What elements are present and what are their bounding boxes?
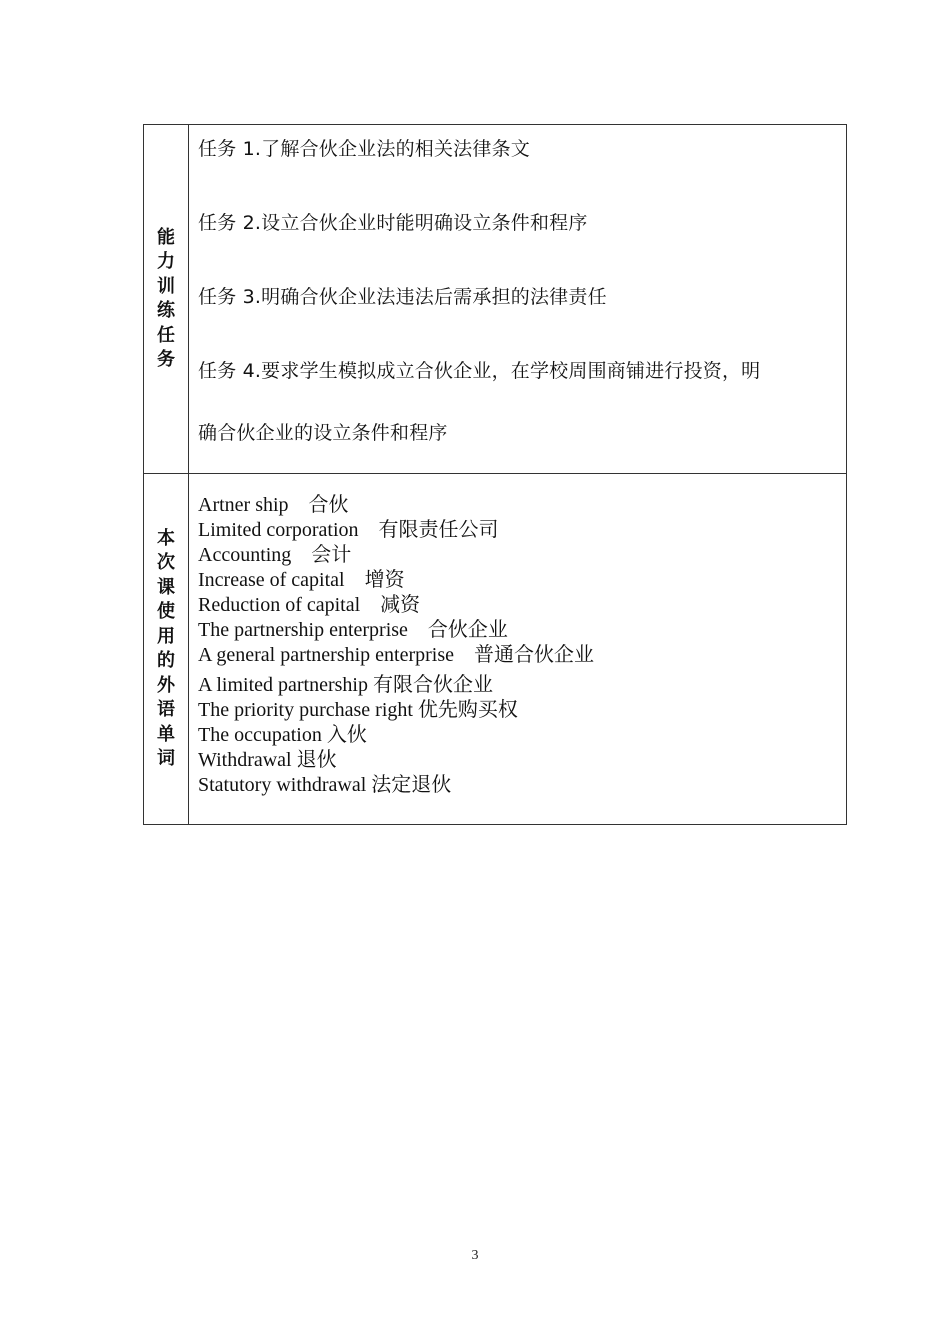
ability-training-tasks-cell	[189, 125, 847, 474]
task-item: 任务 3.明确合伙企业法违法后需承担的法律责任	[198, 286, 607, 308]
vocab-item: Statutory withdrawal 法定退伙	[198, 774, 452, 796]
vocab-item: A general partnership enterprise 普通合伙企业	[198, 644, 595, 666]
vocab-item: Increase of capital 增资	[198, 569, 405, 591]
vocabulary-label: 本次课使用的外语单词	[157, 527, 175, 769]
task-item: 任务 2.设立合伙企业时能明确设立条件和程序	[198, 212, 588, 234]
vocab-item: Limited corporation 有限责任公司	[198, 519, 499, 541]
ability-training-label-cell	[144, 125, 189, 474]
task-item: 任务 4.要求学生模拟成立合伙企业，在学校周围商铺进行投资，明	[198, 360, 761, 382]
syllabus-table	[143, 124, 847, 825]
vocabulary-label-cell	[144, 474, 189, 825]
vocab-item: A limited partnership 有限合伙企业	[198, 674, 493, 696]
ability-training-label: 能力训练任务	[157, 226, 175, 370]
vocab-item: The occupation 入伙	[198, 724, 367, 746]
vocabulary-row	[144, 474, 847, 825]
vocab-item: The partnership enterprise 合伙企业	[198, 619, 508, 641]
page-number: 3	[471, 1248, 479, 1263]
vocab-item: Accounting 会计	[198, 544, 352, 566]
vocab-item: Artner ship 合伙	[198, 494, 349, 516]
vocabulary-list-cell	[189, 474, 847, 825]
vocab-item: Reduction of capital 减资	[198, 594, 421, 616]
task-item-continuation: 确合伙企业的设立条件和程序	[198, 422, 448, 444]
vocab-item: Withdrawal 退伙	[198, 749, 337, 771]
vocab-item: The priority purchase right 优先购买权	[198, 699, 518, 721]
ability-training-row	[144, 125, 847, 474]
task-item: 任务 1.了解合伙企业法的相关法律条文	[198, 138, 530, 160]
